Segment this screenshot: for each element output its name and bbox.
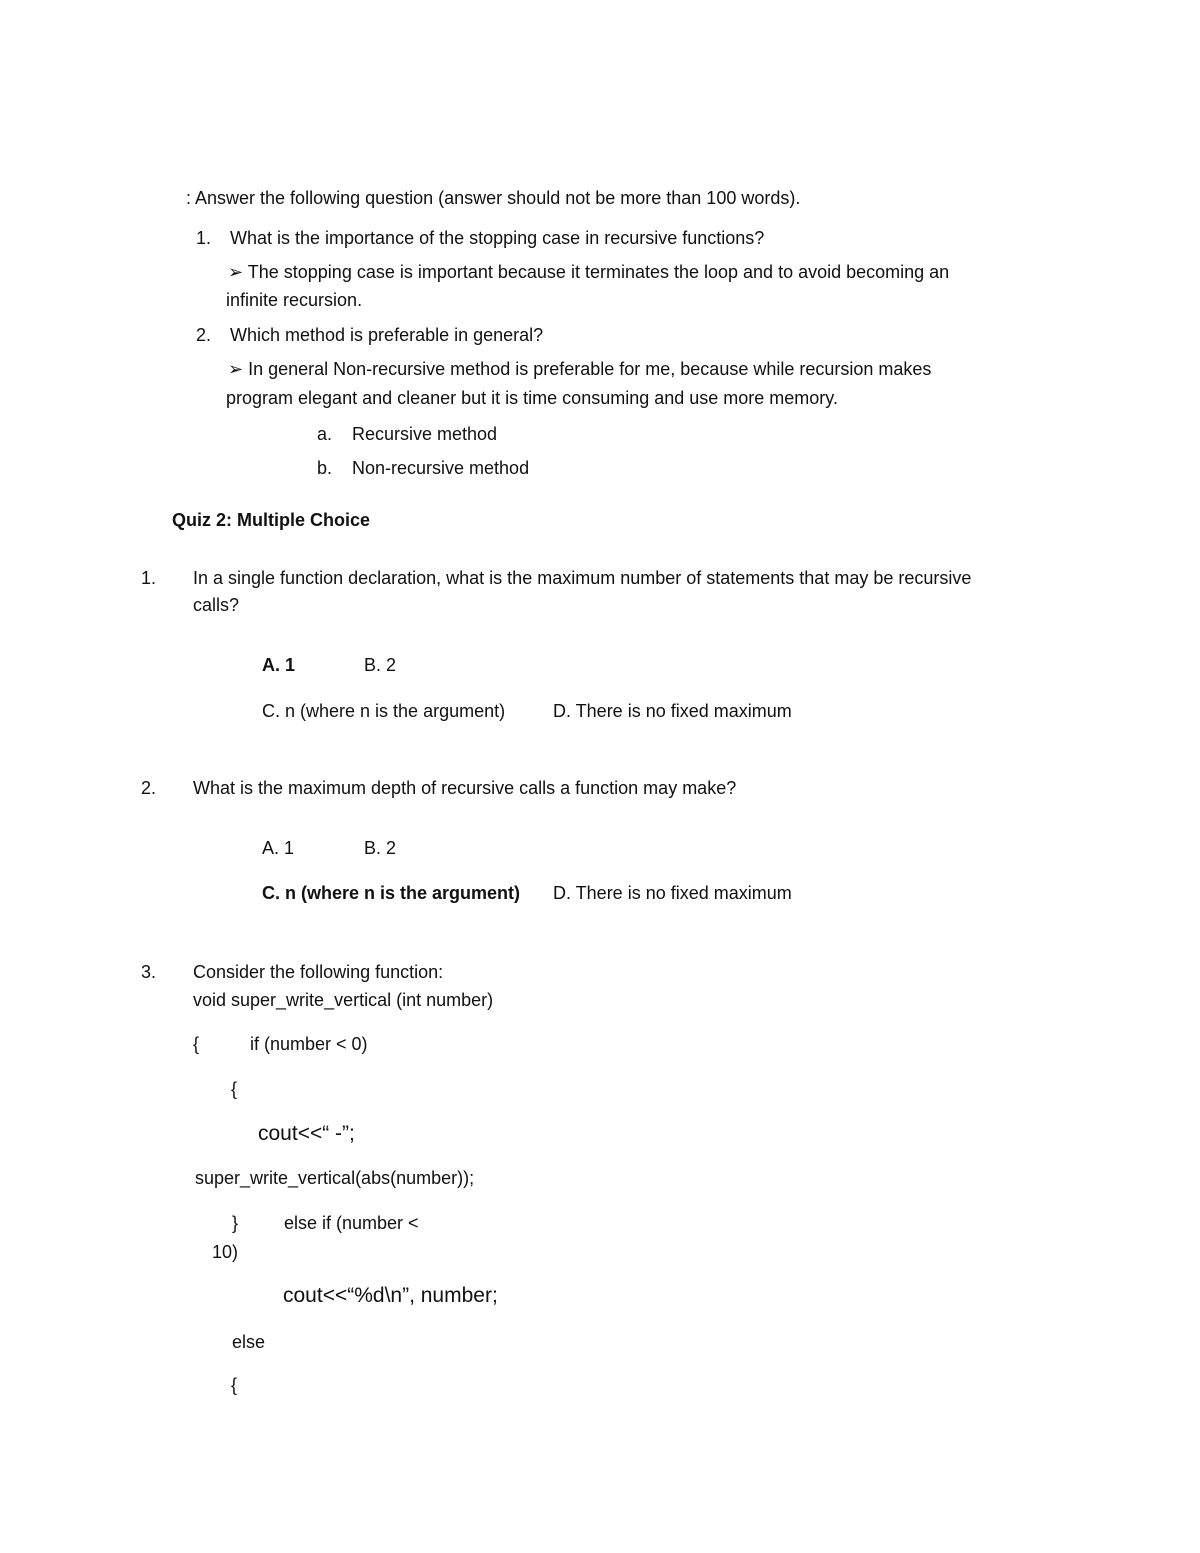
code-close-brace: } [232,1213,239,1233]
option-a-text: Recursive method [352,424,498,444]
code-else-open-brace: { [231,1375,238,1395]
quiz2-title: Quiz 2: Multiple Choice [172,510,371,530]
instruction-text: : Answer the following question (answer should not be more than 100 words). [186,188,801,208]
answer-2-line-1: ➢ In general Non-recursive method is preferable for me, because while recursion makes [228,359,932,379]
code-signature: void super_write_vertical (int number) [193,990,494,1010]
quiz-question-3-number: 3. [141,962,157,982]
question-2-number: 2. [196,325,212,345]
quiz-question-1-line-2: calls? [193,595,240,615]
question-2-text: Which method is preferable in general? [230,325,544,345]
code-cout-number: cout<<“%d\n”, number; [283,1284,498,1307]
option-b-text: Non-recursive method [352,458,530,478]
q1-option-a: A. 1 [262,655,296,675]
q2-option-a: A. 1 [262,838,295,858]
q2-option-c: C. n (where n is the argument) [262,883,521,903]
code-inner-open-brace: { [231,1079,238,1099]
code-else-if-part-1: else if (number < [284,1213,419,1233]
answer-1-line-2: infinite recursion. [226,290,363,310]
q2-option-b: B. 2 [364,838,397,858]
code-if-condition: if (number < 0) [250,1034,368,1054]
code-recursive-call: super_write_vertical(abs(number)); [195,1168,475,1188]
code-else-keyword: else [232,1332,266,1352]
q2-option-d: D. There is no fixed maximum [553,883,792,903]
code-else-if-part-2: 10) [212,1242,239,1262]
quiz-question-1-number: 1. [141,568,157,588]
q1-option-d: D. There is no fixed maximum [553,701,792,721]
question-1-text: What is the importance of the stopping case in recursive functions? [230,228,765,248]
option-b-letter: b. [317,458,333,478]
quiz-question-2-number: 2. [141,778,157,798]
answer-2-line-2: program elegant and cleaner but it is time consuming and use more memory. [226,388,838,408]
quiz-question-1-line-1: In a single function declaration, what is the maximum number of statements that may be recursive [193,568,972,588]
option-a-letter: a. [317,424,333,444]
answer-1-line-1: ➢ The stopping case is important because it terminates the loop and to avoid becoming an [228,262,950,282]
q1-option-b: B. 2 [364,655,397,675]
q1-option-c: C. n (where n is the argument) [262,701,506,721]
quiz-question-3-text: Consider the following function: [193,962,444,982]
quiz-question-2-text: What is the maximum depth of recursive calls a function may make? [193,778,737,798]
code-cout-minus: cout<<“ -”; [258,1122,355,1145]
question-1-number: 1. [196,228,212,248]
code-open-brace: { [193,1034,200,1054]
